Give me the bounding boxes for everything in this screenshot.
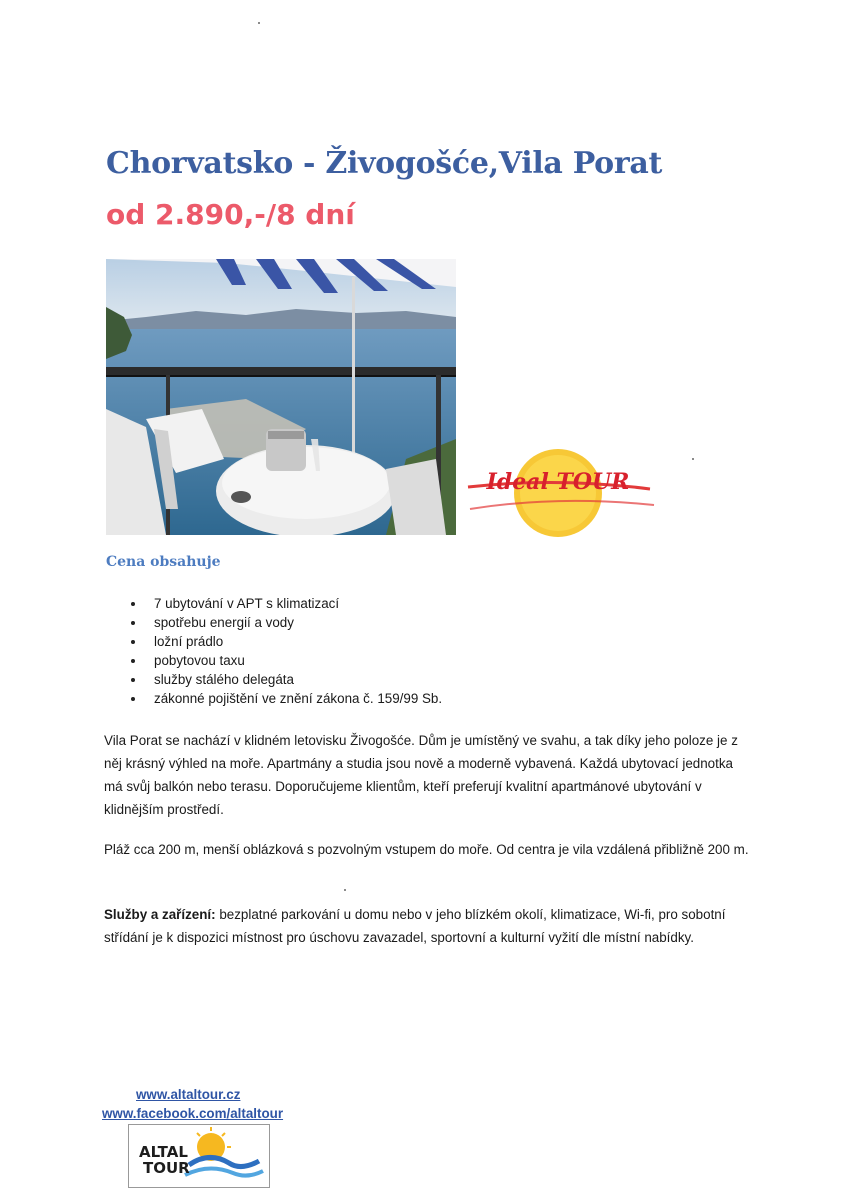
list-item: 7 ubytování v APT s klimatizací <box>106 594 442 613</box>
ideal-tour-logo <box>458 447 658 539</box>
services-paragraph <box>104 903 754 949</box>
price-heading: od 2.890,-/8 dní <box>106 198 355 231</box>
features-list <box>106 594 442 708</box>
scan-speck <box>258 22 260 24</box>
list-item: pobytovou taxu <box>106 651 442 670</box>
scan-speck <box>344 889 346 891</box>
services-text: bezplatné parkování u domu nebo v jeho blízkém okolí, klimatizace, Wi-fi, pro sobotní střídání je k dispozici místnost pro úschovu zavazadel, sportovní a kulturní vyžití dle místní nabídky. <box>104 907 726 945</box>
list-item: ložní prádlo <box>106 632 442 651</box>
page-title: Chorvatsko - Živogošće,Vila Porat <box>106 146 663 181</box>
villa-balcony-photo <box>106 259 456 535</box>
section-heading: Cena obsahuje <box>106 554 221 570</box>
services-label: Služby a zařízení: <box>104 907 216 922</box>
description-paragraph: Vila Porat se nachází v klidném letovisku Živogošće. Dům je umístěný ve svahu, a tak díky jeho poloze je z něj krásný výhled na moře. Apartmány a studia jsou nově a moderně vybavená. Každá ubytovací jednotka má svůj balkón nebo terasu. Doporučujeme klientům, kteří preferují kvalitní apartmánové ubytování v klidnějším prostředí. <box>104 733 738 817</box>
altal-tour-logo <box>128 1124 270 1188</box>
altal-logo-line1: ALTAL <box>139 1143 188 1161</box>
ideal-tour-logo-text: Ideal TOUR <box>486 469 630 495</box>
facebook-link[interactable]: www.facebook.com/altaltour <box>102 1106 284 1121</box>
list-item: spotřebu energií a vody <box>106 613 442 632</box>
list-item: zákonné pojištění ve znění zákona č. 159/99 Sb. <box>106 689 442 708</box>
altal-logo-line2: TOUR <box>143 1159 190 1177</box>
website-link[interactable]: www.altaltour.cz <box>136 1087 241 1102</box>
list-item: služby stálého delegáta <box>106 670 442 689</box>
contact-links <box>102 1085 283 1123</box>
beach-paragraph: Pláž cca 200 m, menší oblázková s pozvolným vstupem do moře. Od centra je vila vzdálená přibližně 200 m. <box>104 842 749 857</box>
scan-speck <box>692 458 694 460</box>
